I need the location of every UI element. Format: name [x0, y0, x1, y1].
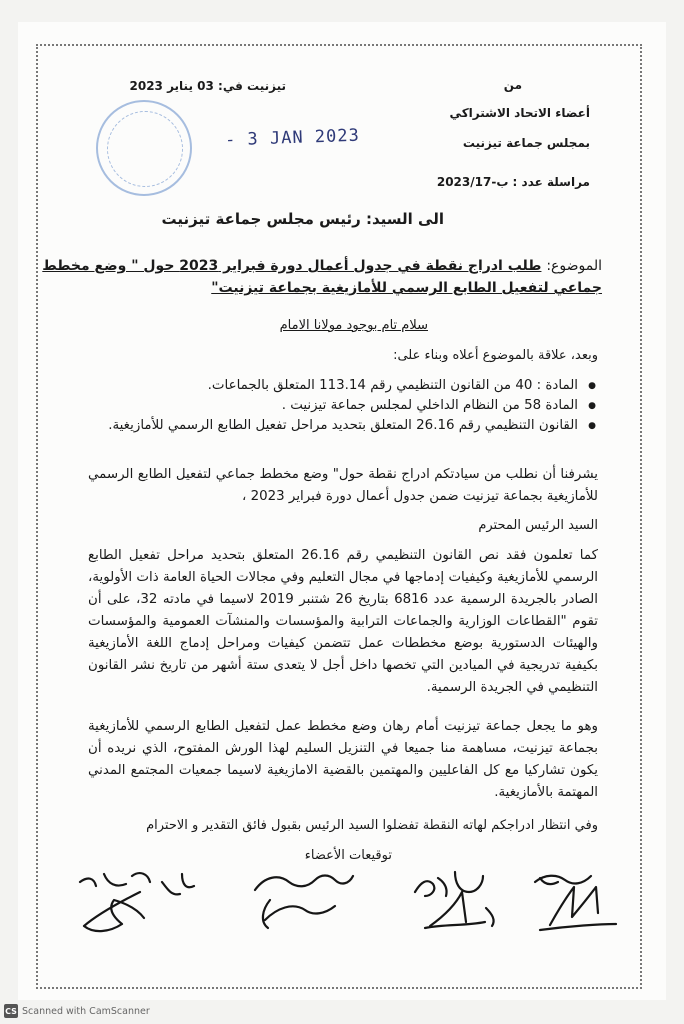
signatures-label: توقيعات الأعضاء [304, 848, 392, 863]
signature-1 [535, 876, 616, 930]
signature-2 [415, 872, 494, 928]
scanner-watermark [4, 1004, 150, 1018]
place-date: تيزنيت في: 03 يناير 2023 [129, 79, 286, 93]
legal-references-list [78, 376, 598, 436]
sender-line-1: أعضاء الاتحاد الاشتراكي [449, 106, 590, 120]
motivation-paragraph: وهو ما يجعل جماعة تيزنيت أمام رهان وضع مخطط عمل لتفعيل الطابع الرسمي للأمازيغية بجماعة تيزنيت، مساهمة منا جميعا في التنزيل السليم لهذا الورش المفتوح، الذي نريده أن يكون تشاركيا مع كل الفاعليين والمهتمين بالقضية الامازيغية لاسيما جمعيات المجتمع المدني المهتمة بالأمازيغية. [88, 719, 598, 800]
list-item: ● القانون التنظيمي رقم 26.16 المتعلق بتحديد مراحل تفعيل الطابع الرسمي للأمازيغية. [78, 416, 578, 436]
closing: وفي انتظار ادراجكم لهاته النقطة تفضلوا السيد الرئيس بقبول فائق التقدير و الاحترام [146, 818, 598, 833]
salutation: السيد الرئيس المحترم [478, 518, 598, 533]
intro: وبعد، علاقة بالموضوع أعلاه وبناء على: [393, 348, 598, 363]
signature-4 [80, 873, 194, 931]
round-stamp [96, 100, 192, 196]
greeting: سلام تام بوجود مولانا الامام [279, 318, 428, 333]
subject-label: الموضوع: [546, 258, 602, 274]
camscanner-icon: CS [4, 1004, 18, 1018]
signatures-area [70, 860, 630, 950]
date-stamp: - 3 JAN 2023 [224, 125, 361, 151]
scanner-text: Scanned with CamScanner [22, 1005, 150, 1017]
subject-line-2: جماعي لتفعيل الطابع الرسمي للأمازيغية بجماعة تيزنيت" [211, 280, 602, 296]
reference-number: مراسلة عدد : ب-2023/17 [436, 175, 590, 189]
list-item: ● المادة 58 من النظام الداخلي لمجلس جماعة تيزنيت . [78, 396, 578, 416]
sender-line-2: بمجلس جماعة تيزنيت [462, 136, 590, 150]
recipient: الى السيد: رئيس مجلس جماعة تيزنيت [161, 210, 444, 228]
request-paragraph: يشرفنا أن نطلب من سيادتكم ادراج نقطة حول" وضع مخطط جماعي لتفعيل الطابع الرسمي للأمازيغية بجماعة تيزنيت ضمن جدول أعمال دورة فبراير 2023 ، [88, 467, 598, 504]
from-label: من [503, 78, 522, 92]
subject-line-1: طلب ادراج نقطة في جدول أعمال دورة فبراير 2023 حول " وضع مخطط [42, 258, 542, 274]
legal-context-paragraph: كما تعلمون فقد نص القانون التنظيمي رقم 26.16 المتعلق بتحديد مراحل تفعيل الطابع الرسمي للأمازيغية وكيفيات إدماجها في مجال التعليم وفي مجالات الحياة العامة ذات الأولوية، الصادر بالجريدة الرسمية عدد 6816 بتاريخ 26 شتنبر 2019 لاسيما في مادته 32، على أن تقوم "القطاعات الوزارية والجماعات الترابية والمؤسسات والمنشآت العمومية والمؤسسات والهيئات الدستورية بوضع مخططات عمل تتضمن كيفيات ومراحل إدماج اللغة الأمازيغية بكيفية تدريجية في الميادين التي تخصها داخل أجل لا يتعدى ستة أشهر من تاريخ نشر القانون التنظيمي في الجريدة الرسمية. [88, 548, 598, 695]
list-item: ● المادة : 40 من القانون التنظيمي رقم 113.14 المتعلق بالجماعات. [78, 376, 578, 396]
subject [42, 258, 602, 296]
signature-3 [255, 876, 353, 929]
